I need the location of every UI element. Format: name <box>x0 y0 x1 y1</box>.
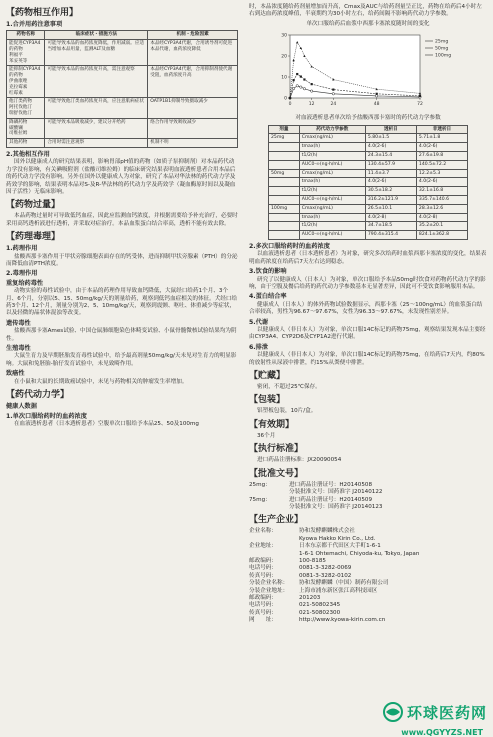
chart-caption: 单次口服给药后血浆中西那卡塞浓度随时间的变化 <box>306 20 430 27</box>
plot-area <box>290 35 420 98</box>
subheading: 健康人数据 <box>6 403 37 411</box>
globe-logo-icon <box>382 701 404 723</box>
table-row <box>269 213 468 222</box>
table-cell: AUC0-∞(ng·h/mL) <box>299 231 365 240</box>
table-cell: 4.0(2-6) <box>365 143 416 152</box>
company-row: Kyowa Hakko Kirin Co., Ltd. <box>299 535 376 542</box>
table-cell: Cmax(ng/mL) <box>299 134 365 143</box>
table-cell: tmax(h) <box>299 178 365 187</box>
table-row <box>269 134 468 143</box>
company-row: 企业名称： 协和发酵麒麟株式会社 <box>249 528 355 535</box>
table-cell: 4.0(2-6) <box>416 178 467 187</box>
paragraph: 国外以健康成人的研究结果表明，影响胃部pH值的药物（如质子泵抑制剂）对本品药代动力学没有影响，有关碘吸附剂（盐酸司维拉姆）的临床研究结果表明血液透析患者合用本品后的药代动力学没有影响。另外在国外以健康成人为对象，研究了本品对华法林的药代动力学及药效学的影响，结果表明本品对S-及R-华法林的药代动力学及药效学（凝血酶原时间以及凝血因子活性）无临床影响。 <box>6 159 236 195</box>
company-row: 分装企业名称： 协和发酵麒麟（中国）制药有限公司 <box>249 580 389 587</box>
subheading: 1.单次口服给药时的血药浓度 <box>6 412 87 420</box>
table-cell: 130.4±57.9 <box>365 160 416 169</box>
table-row <box>7 40 238 66</box>
approval-row: 75mg： 进口药品注册证号：H20140509 <box>249 496 373 503</box>
table-cell <box>269 187 300 196</box>
table-header: 透析日 <box>365 125 416 134</box>
table-row <box>7 66 238 98</box>
section-title-toxicology: 【药理毒理】 <box>6 232 61 243</box>
watermark-url: www.QGYYZS.NET <box>401 728 483 737</box>
paragraph: 在血液透析患者（日本透析患者）空腹单次口服给予本品25、50及100mg <box>14 420 199 427</box>
data-point <box>293 79 295 81</box>
table-cell: tmax(h) <box>299 213 365 222</box>
section-title-validity: 【有效期】 <box>249 419 295 430</box>
data-point <box>311 83 313 85</box>
validity-text: 36个月 <box>257 432 276 439</box>
table-row <box>7 139 238 148</box>
table-row <box>269 160 468 169</box>
section-title-approval: 【批准文号】 <box>249 468 304 479</box>
data-point <box>292 88 294 90</box>
table-cell: t1/2(h) <box>299 152 365 161</box>
interaction-table <box>6 30 238 148</box>
table-row <box>269 143 468 152</box>
table-cell: 24.3±15.4 <box>365 152 416 161</box>
section-title-standard: 【执行标准】 <box>249 444 304 455</box>
table-row <box>269 231 468 240</box>
company-row: 企业地址： 日本东京都千代田区大手町1-6-1 <box>249 543 381 550</box>
table-cell: 27.6±19.8 <box>416 152 467 161</box>
subheading: 1.合并用药注意事项 <box>6 21 63 28</box>
x-tick-label: 24 <box>330 102 337 108</box>
data-point <box>332 89 334 91</box>
table-cell <box>269 160 300 169</box>
table-cell: 机制不明 <box>148 139 238 148</box>
table-cell <box>269 178 300 187</box>
table-header: 机制・危险因素 <box>148 31 238 40</box>
table-cell: 824.1±362.8 <box>416 231 467 240</box>
paragraph: 动物实验的毒性试验中，由于本品的药理作用导致血钙降低，大鼠经口给药1个月、3个月、6个月，分别以5、15、50mg/kg/天的剂量给药，观察到低钙血症相关的体征。犬经口给药3个月、12个月，剂量分别为2、5、10mg/kg/天，观察到震颤、呕吐、体重减少等症状，以及轻微的晶状体混浊等改变。 <box>6 288 238 317</box>
data-point <box>310 90 312 92</box>
table-cell: 790.4±315.4 <box>365 231 416 240</box>
table-cell: 12.2±5.3 <box>416 169 467 178</box>
table-cell: 25mg <box>269 134 300 143</box>
table-cell: 100mg <box>269 204 300 213</box>
subheading: 2.多次口服给药时的血药浓度 <box>249 242 330 250</box>
pk-table-body <box>269 134 468 240</box>
right-column <box>249 4 487 625</box>
paragraph: 在小鼠和大鼠的长期致癌试验中，未见与药物相关的肿瘤发生率增加。 <box>14 378 188 385</box>
table-cell: 可能导致他汀类血药浓度升高，应注意肌病症状 <box>45 98 148 118</box>
table-cell: 316.2±121.9 <box>365 196 416 205</box>
data-point <box>332 93 334 95</box>
subheading: 1.药理作用 <box>6 245 38 253</box>
legend-label: 25mg <box>435 39 449 45</box>
paragraph: 盐酸西那卡塞Ames试验、中国仓鼠肺细胞染色体畸变试验、小鼠骨髓微核试验结果均为阴性。 <box>6 328 237 342</box>
storage-text: 密闭，不超过25℃保存。 <box>257 384 321 391</box>
company-row: 邮政编码： 201203 <box>249 594 321 601</box>
subheading: 2.其他相互作用 <box>6 150 50 158</box>
company-row: 电话号码： 0081-3-3282-0069 <box>249 565 352 572</box>
table-cell <box>269 213 300 222</box>
data-point <box>300 86 302 88</box>
pk-parameter-table <box>268 125 468 240</box>
section-title-pharmacokinetics: 【药代动力学】 <box>6 390 70 401</box>
table-cell: 34.7±18.5 <box>365 222 416 231</box>
paragraph: 时，本品浓度随给药剂量增加而升高，Cmax及AUC与给药剂量呈正比，药物在给药后4小时左右到达血药浓度峰值，半衰期约为30小时左右，给药间隔不影响药代动力学参数。 <box>249 4 482 18</box>
table-cell: 他汀类药物 阿托伐他汀 瑞舒伐他汀 <box>7 98 45 118</box>
table-cell: 4.0(2-8) <box>365 213 416 222</box>
table-row <box>269 196 468 205</box>
table-cell: 可能导致本品吸收减少，建议分开给药 <box>45 118 148 138</box>
table-cell <box>269 196 300 205</box>
table-row <box>269 187 468 196</box>
approval-row: 分装批准文号：国药准字 J20140123 <box>289 503 383 510</box>
paragraph: 以血液透析患者（日本透析患者）为对象，研究多次给药时血浆西那卡塞浓度的变化，结果表明血药浓度在给药后7天左右达到稳态。 <box>249 251 487 265</box>
table-cell <box>269 143 300 152</box>
legend-label: 50mg <box>435 46 449 52</box>
table-cell: t1/2(h) <box>299 187 365 196</box>
table-cell: 本品经CYP3A4代谢，合用抑制剂使代谢受阻，血药浓度升高 <box>148 66 238 98</box>
subheading: 2.毒理作用 <box>6 270 38 278</box>
table-cell: 11.4±3.7 <box>365 169 416 178</box>
paragraph: 以健康成人（非日本人）为对象，单次口服14C标记的药物75mg，在给药后7天内，约80%的放射性从尿液中排泄，约15%从粪便中排泄。 <box>249 352 485 366</box>
table-row <box>269 152 468 161</box>
table-cell: 140.5±72.2 <box>416 160 467 169</box>
table-cell: 30.5±18.2 <box>365 187 416 196</box>
data-point <box>296 73 298 75</box>
standard-text: 进口药品注册标准：JX20090054 <box>257 457 342 464</box>
table-cell: 50mg <box>269 169 300 178</box>
table-cell: AUC0-∞(ng·h/mL) <box>299 196 365 205</box>
table-cell: 4.0(2-6) <box>365 178 416 187</box>
subheading: 5.代谢 <box>249 318 269 326</box>
table-cell: 降磷药物 碳酸镧 司维拉姆 <box>7 118 45 138</box>
paragraph: 本品药物过量时可导致低钙血症，因此应监测血钙浓度，并根据需要给予补充治疗，必要时采用高钙透析液进行透析，并采取对症治疗。本品血浆蛋白结合率高，透析不能有效去除。 <box>6 213 238 227</box>
table-cell <box>269 152 300 161</box>
paragraph: 盐酸西那卡塞作用于甲状旁腺细胞表面存在的钙受体，进而抑制甲状旁腺素（PTH）的分泌而降低血清PTH浓度。 <box>6 253 238 268</box>
data-point <box>296 85 298 87</box>
company-row: 分装企业地址： 上海市浦东新区张江高科技园区 <box>249 587 378 594</box>
table-cell: Cmax(ng/mL) <box>299 204 365 213</box>
company-list <box>249 528 487 624</box>
approval-row: 分装批准文号：国药准字 J20140122 <box>289 489 383 496</box>
site-watermark <box>382 701 487 723</box>
y-tick-label: 30 <box>281 33 287 39</box>
paragraph: 研究了以健康成人（日本人）为对象，单次口服给予本品50mg时饮食对药物药代动力学的影响，由于空腹及餐后给药的药代动力学参数基本无显著差异，因此可不受饮食影响服用本品。 <box>249 276 486 291</box>
table-caption: 对血液透析患者单次给予盐酸西那卡塞时的药代动力学参数 <box>295 115 441 122</box>
table-row <box>269 178 468 187</box>
table-cell: AUC0-∞(ng·h/mL) <box>299 160 365 169</box>
subheading: 3.饮食的影响 <box>249 268 287 276</box>
paragraph: 大鼠生育力及早期胚胎发育毒性试验中，给予最高剂量50mg/kg/天未见对生育力的明显影响。大鼠和兔胚胎-胎仔发育试验中，未见致畸作用。 <box>6 353 237 367</box>
table-cell: 32.1±16.8 <box>416 187 467 196</box>
table-header: 非透析日 <box>416 125 467 134</box>
company-row: 网 址： http://www.kyowa-kirin.com.cn <box>249 617 386 624</box>
table-cell: 其他药物 <box>7 139 45 148</box>
package-text: 铝塑板包装，10片/盒。 <box>257 408 317 415</box>
watermark-text: 环球医药网 <box>406 703 487 722</box>
table-cell: 合用时需注意观察 <box>45 139 148 148</box>
table-cell: 4.0(2-6) <box>416 143 467 152</box>
company-row: 邮政编码： 100-8185 <box>249 557 326 564</box>
paragraph: 健康成人（日本人）的体外药物试验数据显示，西那卡塞（25～100ng/mL）的血浆蛋白结合率较高，男性为96.67～97.67%，女性为96.33～97.67%，未发现性别差异。 <box>249 301 483 316</box>
company-row: 传真号码： 021-50802300 <box>249 609 341 616</box>
table-header: 药物名称 <box>7 31 45 40</box>
table-cell: tmax(h) <box>299 143 365 152</box>
subheading: 6.排泄 <box>249 343 269 351</box>
table-cell: 28.3±12.6 <box>416 204 467 213</box>
pk-concentration-chart <box>268 30 468 112</box>
subheading: 重复给药毒性 <box>6 279 44 287</box>
x-tick-label: 72 <box>417 102 423 108</box>
data-point <box>303 79 305 81</box>
table-cell: 335.7±140.6 <box>416 196 467 205</box>
table-header: 剂量 <box>269 125 300 134</box>
table-cell: 络合作用导致吸收减少 <box>148 118 238 138</box>
section-title-company: 【生产企业】 <box>249 515 304 526</box>
table-row <box>269 222 468 231</box>
section-title-interaction: 【药物相互作用】 <box>6 8 79 18</box>
table-row <box>7 98 238 118</box>
data-point <box>376 93 378 95</box>
table-cell: Cmax(ng/mL) <box>299 169 365 178</box>
table-cell: 26.5±10.1 <box>365 204 416 213</box>
y-tick-label: 10 <box>281 75 287 81</box>
company-row: 电话号码： 021-50802345 <box>249 602 341 609</box>
company-row: 1-6-1 Ohtemachi, Chiyoda-ku, Tokyo, Japan <box>299 550 420 557</box>
table-cell: 本品经CYP3A4代谢，合用诱导剂可促进本品代谢，血药浓度降低 <box>148 40 238 66</box>
data-point <box>419 95 421 97</box>
table-cell: 能促进CYP3A4的药物 利福平 苯妥英等 <box>7 40 45 66</box>
table-cell: OATP1B1抑制导致摄取减少 <box>148 98 238 118</box>
subheading: 生殖毒性 <box>6 345 31 353</box>
table-cell: 5.71±1.8 <box>416 134 467 143</box>
table-cell: 4.0(2-8) <box>416 213 467 222</box>
table-header: 药代动力学参数 <box>299 125 365 134</box>
table-cell: 5.80±1.5 <box>365 134 416 143</box>
paragraph: 以健康成人（非日本人）为对象，单次口服14C标记的药物75mg，观察结果发现本品主要经由CYP3A4、CYP2D6及CYP1A2进行代谢。 <box>249 327 486 341</box>
subheading: 遗传毒性 <box>6 319 31 327</box>
data-point <box>303 88 305 90</box>
x-tick-label: 48 <box>373 102 380 108</box>
section-title-overdose: 【药物过量】 <box>6 200 61 211</box>
subheading: 4.蛋白结合率 <box>249 293 287 301</box>
table-cell <box>269 222 300 231</box>
table-cell: 能抑制CYP3A4的药物 伊曲康唑 克拉霉素 红霉素 <box>7 66 45 98</box>
section-title-package: 【包装】 <box>249 395 286 406</box>
x-tick-label: 0 <box>288 102 292 108</box>
table-cell <box>269 231 300 240</box>
y-tick-label: 20 <box>281 54 287 60</box>
table-cell: t1/2(h) <box>299 222 365 231</box>
table-row <box>7 118 238 138</box>
company-row: 传真号码： 0081-3-3282-0102 <box>249 572 352 579</box>
data-point <box>300 76 302 78</box>
approval-row: 25mg： 进口药品注册证号：H20140508 <box>249 481 373 488</box>
legend-label: 100mg <box>435 53 452 59</box>
x-tick-label: 12 <box>308 102 315 108</box>
table-header: 临床症状・措施方法 <box>45 31 148 40</box>
left-column <box>6 4 238 430</box>
data-point <box>375 95 377 97</box>
table-cell: 可能导致本品的血药浓度升高，需注意观察 <box>45 66 148 98</box>
table-row <box>269 169 468 178</box>
table-cell: 35.2±20.1 <box>416 222 467 231</box>
approval-list <box>249 482 487 512</box>
subheading: 致癌性 <box>6 370 25 378</box>
y-tick-label: 0 <box>284 96 287 102</box>
table-row <box>269 204 468 213</box>
section-title-storage: 【贮藏】 <box>249 371 286 382</box>
table-cell: 可能导致本品的血药浓度降低，作用减弱。应适当增加本品用量，监测ALT及血糖 <box>45 40 148 66</box>
